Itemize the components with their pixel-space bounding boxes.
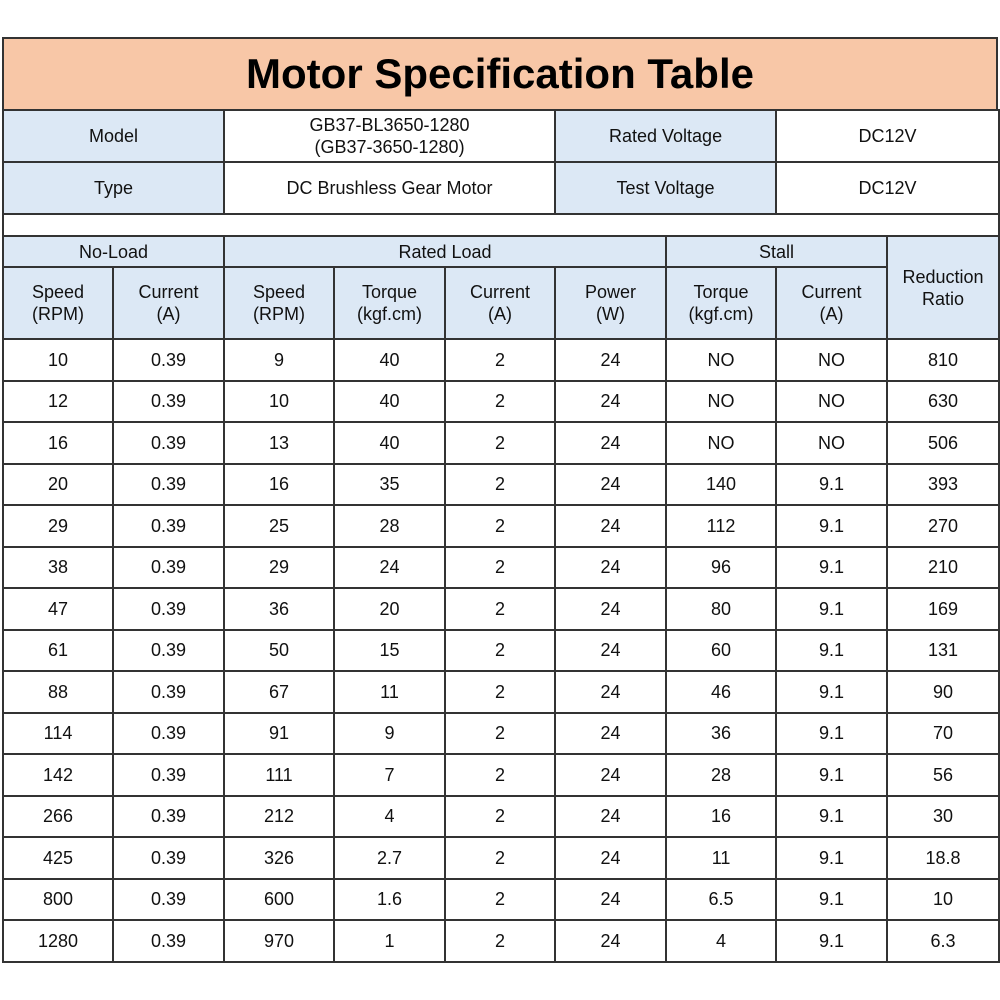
table-cell: 90 [887, 671, 999, 713]
table-cell: 1.6 [334, 879, 445, 921]
table-cell: 24 [555, 879, 666, 921]
table-cell: 36 [666, 713, 776, 755]
table-cell: 47 [3, 588, 113, 630]
table-cell: 13 [224, 422, 334, 464]
table-cell: 7 [334, 754, 445, 796]
table-cell: 112 [666, 505, 776, 547]
table-cell: 35 [334, 464, 445, 506]
spacer-row [3, 214, 999, 236]
table-cell: 29 [3, 505, 113, 547]
group-stall: Stall [666, 236, 887, 267]
column-header [445, 267, 555, 339]
table-cell: 9.1 [776, 464, 887, 506]
table-cell: 80 [666, 588, 776, 630]
table-cell: 6.5 [666, 879, 776, 921]
table-cell: 16 [3, 422, 113, 464]
table-row [3, 754, 999, 796]
table-cell: 970 [224, 920, 334, 962]
column-header-line1: Torque [361, 282, 418, 302]
reduction-ratio-line1: Reduction [902, 266, 984, 287]
table-cell: 0.39 [113, 837, 224, 879]
table-cell: 169 [887, 588, 999, 630]
table-cell: 800 [3, 879, 113, 921]
table-row [3, 547, 999, 589]
table-cell: 70 [887, 713, 999, 755]
table-cell: 24 [555, 837, 666, 879]
table-cell: 24 [555, 339, 666, 381]
group-header-row [3, 236, 999, 267]
table-cell: 29 [224, 547, 334, 589]
column-header-line2: (A) [488, 304, 513, 324]
spec-sheet [2, 37, 998, 963]
table-cell: 425 [3, 837, 113, 879]
table-cell: 9.1 [776, 505, 887, 547]
table-cell: 88 [3, 671, 113, 713]
column-header-line1: Torque [693, 282, 749, 302]
table-row [3, 588, 999, 630]
table-cell: 20 [3, 464, 113, 506]
table-cell: 0.39 [113, 630, 224, 672]
table-cell: 630 [887, 381, 999, 423]
table-cell: 2 [445, 464, 555, 506]
table-cell: 9.1 [776, 754, 887, 796]
table-cell: 9 [334, 713, 445, 755]
table-cell: 270 [887, 505, 999, 547]
table-cell: 24 [555, 630, 666, 672]
table-cell: 18.8 [887, 837, 999, 879]
table-cell: 24 [555, 796, 666, 838]
table-cell: 0.39 [113, 505, 224, 547]
table-cell: 0.39 [113, 381, 224, 423]
table-cell: 40 [334, 381, 445, 423]
table-cell: 210 [887, 547, 999, 589]
table-cell: 9.1 [776, 920, 887, 962]
table-cell: 12 [3, 381, 113, 423]
table-cell: 0.39 [113, 588, 224, 630]
table-cell: 20 [334, 588, 445, 630]
table-cell: 15 [334, 630, 445, 672]
table-cell: 2 [445, 754, 555, 796]
table-cell: 24 [555, 671, 666, 713]
table-cell: 2 [445, 630, 555, 672]
table-cell: 24 [555, 920, 666, 962]
table-cell: 2 [445, 588, 555, 630]
table-cell: 11 [334, 671, 445, 713]
table-cell: NO [666, 381, 776, 423]
model-value-line1: GB37-BL3650-1280 [309, 115, 470, 135]
table-row [3, 464, 999, 506]
table-cell: 40 [334, 339, 445, 381]
table-cell: 0.39 [113, 671, 224, 713]
column-header [224, 267, 334, 339]
table-cell: 28 [666, 754, 776, 796]
table-cell: 810 [887, 339, 999, 381]
table-cell: 2 [445, 879, 555, 921]
table-cell: 28 [334, 505, 445, 547]
table-cell: 30 [887, 796, 999, 838]
table-cell: 60 [666, 630, 776, 672]
table-cell: 24 [555, 547, 666, 589]
table-cell: NO [776, 422, 887, 464]
table-cell: 36 [224, 588, 334, 630]
table-cell: 393 [887, 464, 999, 506]
table-cell: 91 [224, 713, 334, 755]
table-cell: 0.39 [113, 547, 224, 589]
table-cell: 0.39 [113, 879, 224, 921]
table-cell: 67 [224, 671, 334, 713]
table-cell: 9.1 [776, 879, 887, 921]
column-header-row [3, 267, 999, 339]
table-cell: 24 [555, 713, 666, 755]
table-cell: 25 [224, 505, 334, 547]
table-row [3, 879, 999, 921]
table-cell: 24 [334, 547, 445, 589]
table-row [3, 671, 999, 713]
spacer-cell [3, 214, 999, 236]
table-cell: 2 [445, 671, 555, 713]
column-header-line2: (A) [819, 304, 844, 324]
column-header-line2: (RPM) [253, 304, 305, 324]
table-cell: 2.7 [334, 837, 445, 879]
table-cell: 24 [555, 422, 666, 464]
table-row [3, 837, 999, 879]
column-header [3, 267, 113, 339]
page-title: Motor Specification Table [2, 37, 998, 109]
table-cell: 114 [3, 713, 113, 755]
table-cell: 9.1 [776, 588, 887, 630]
table-row [3, 630, 999, 672]
column-header [113, 267, 224, 339]
test-voltage-value: DC12V [776, 162, 999, 214]
info-row-model [3, 110, 999, 162]
column-header [666, 267, 776, 339]
table-cell: 0.39 [113, 464, 224, 506]
table-row [3, 422, 999, 464]
table-cell: 4 [666, 920, 776, 962]
table-cell: 40 [334, 422, 445, 464]
table-cell: 506 [887, 422, 999, 464]
model-value [224, 110, 555, 162]
table-cell: 326 [224, 837, 334, 879]
table-row [3, 920, 999, 962]
table-cell: 9.1 [776, 837, 887, 879]
table-cell: 24 [555, 381, 666, 423]
column-header-line1: Current [470, 282, 531, 302]
column-header-line2: (A) [156, 304, 181, 324]
table-cell: 140 [666, 464, 776, 506]
group-no-load: No-Load [3, 236, 224, 267]
table-cell: 16 [224, 464, 334, 506]
test-voltage-label: Test Voltage [555, 162, 776, 214]
table-cell: 0.39 [113, 713, 224, 755]
model-label: Model [3, 110, 224, 162]
table-row [3, 796, 999, 838]
table-cell: 9.1 [776, 796, 887, 838]
table-cell: 11 [666, 837, 776, 879]
table-cell: 2 [445, 339, 555, 381]
table-cell: 0.39 [113, 339, 224, 381]
table-cell: 24 [555, 754, 666, 796]
table-cell: 266 [3, 796, 113, 838]
table-row [3, 381, 999, 423]
column-header [776, 267, 887, 339]
table-cell: 9.1 [776, 671, 887, 713]
table-cell: NO [666, 422, 776, 464]
table-cell: 4 [334, 796, 445, 838]
column-header [334, 267, 445, 339]
table-cell: 6.3 [887, 920, 999, 962]
table-cell: 142 [3, 754, 113, 796]
table-cell: 212 [224, 796, 334, 838]
table-row [3, 339, 999, 381]
type-value: DC Brushless Gear Motor [224, 162, 555, 214]
table-cell: 9.1 [776, 713, 887, 755]
table-cell: 600 [224, 879, 334, 921]
table-cell: 0.39 [113, 920, 224, 962]
reduction-ratio-line2: Ratio [922, 288, 965, 309]
column-header-line1: Current [138, 282, 199, 302]
reduction-ratio-header [887, 236, 999, 339]
table-cell: 2 [445, 837, 555, 879]
table-cell: 0.39 [113, 422, 224, 464]
table-cell: 61 [3, 630, 113, 672]
table-cell: 96 [666, 547, 776, 589]
column-header-line2: (W) [596, 304, 626, 324]
table-cell: 111 [224, 754, 334, 796]
rated-voltage-label: Rated Voltage [555, 110, 776, 162]
table-cell: 2 [445, 713, 555, 755]
column-header [555, 267, 666, 339]
table-cell: 46 [666, 671, 776, 713]
rated-voltage-value: DC12V [776, 110, 999, 162]
model-value-line2: (GB37-3650-1280) [314, 137, 465, 157]
type-label: Type [3, 162, 224, 214]
table-cell: 2 [445, 796, 555, 838]
column-header-line2: (kgf.cm) [688, 304, 754, 324]
table-cell: 56 [887, 754, 999, 796]
table-cell: 1 [334, 920, 445, 962]
column-header-line2: (kgf.cm) [357, 304, 422, 324]
table-cell: 9.1 [776, 547, 887, 589]
table-cell: 2 [445, 920, 555, 962]
table-cell: 10 [3, 339, 113, 381]
table-cell: NO [666, 339, 776, 381]
table-cell: 1280 [3, 920, 113, 962]
table-cell: 2 [445, 422, 555, 464]
table-cell: 16 [666, 796, 776, 838]
table-cell: NO [776, 381, 887, 423]
column-header-line2: (RPM) [32, 304, 84, 324]
spec-table [2, 109, 1000, 963]
info-row-type [3, 162, 999, 214]
table-cell: 24 [555, 464, 666, 506]
table-cell: 10 [887, 879, 999, 921]
table-cell: 9.1 [776, 630, 887, 672]
table-row [3, 713, 999, 755]
table-row [3, 505, 999, 547]
table-cell: 38 [3, 547, 113, 589]
table-cell: 2 [445, 381, 555, 423]
column-header-line1: Speed [252, 282, 306, 302]
table-cell: 9 [224, 339, 334, 381]
table-cell: 131 [887, 630, 999, 672]
table-cell: 24 [555, 588, 666, 630]
table-cell: 24 [555, 505, 666, 547]
table-cell: 2 [445, 505, 555, 547]
table-cell: 0.39 [113, 754, 224, 796]
column-header-line1: Current [801, 282, 862, 302]
column-header-line1: Speed [31, 282, 85, 302]
table-cell: 0.39 [113, 796, 224, 838]
table-cell: 10 [224, 381, 334, 423]
column-header-line1: Power [585, 282, 637, 302]
table-cell: NO [776, 339, 887, 381]
group-rated-load: Rated Load [224, 236, 666, 267]
table-cell: 2 [445, 547, 555, 589]
table-cell: 50 [224, 630, 334, 672]
